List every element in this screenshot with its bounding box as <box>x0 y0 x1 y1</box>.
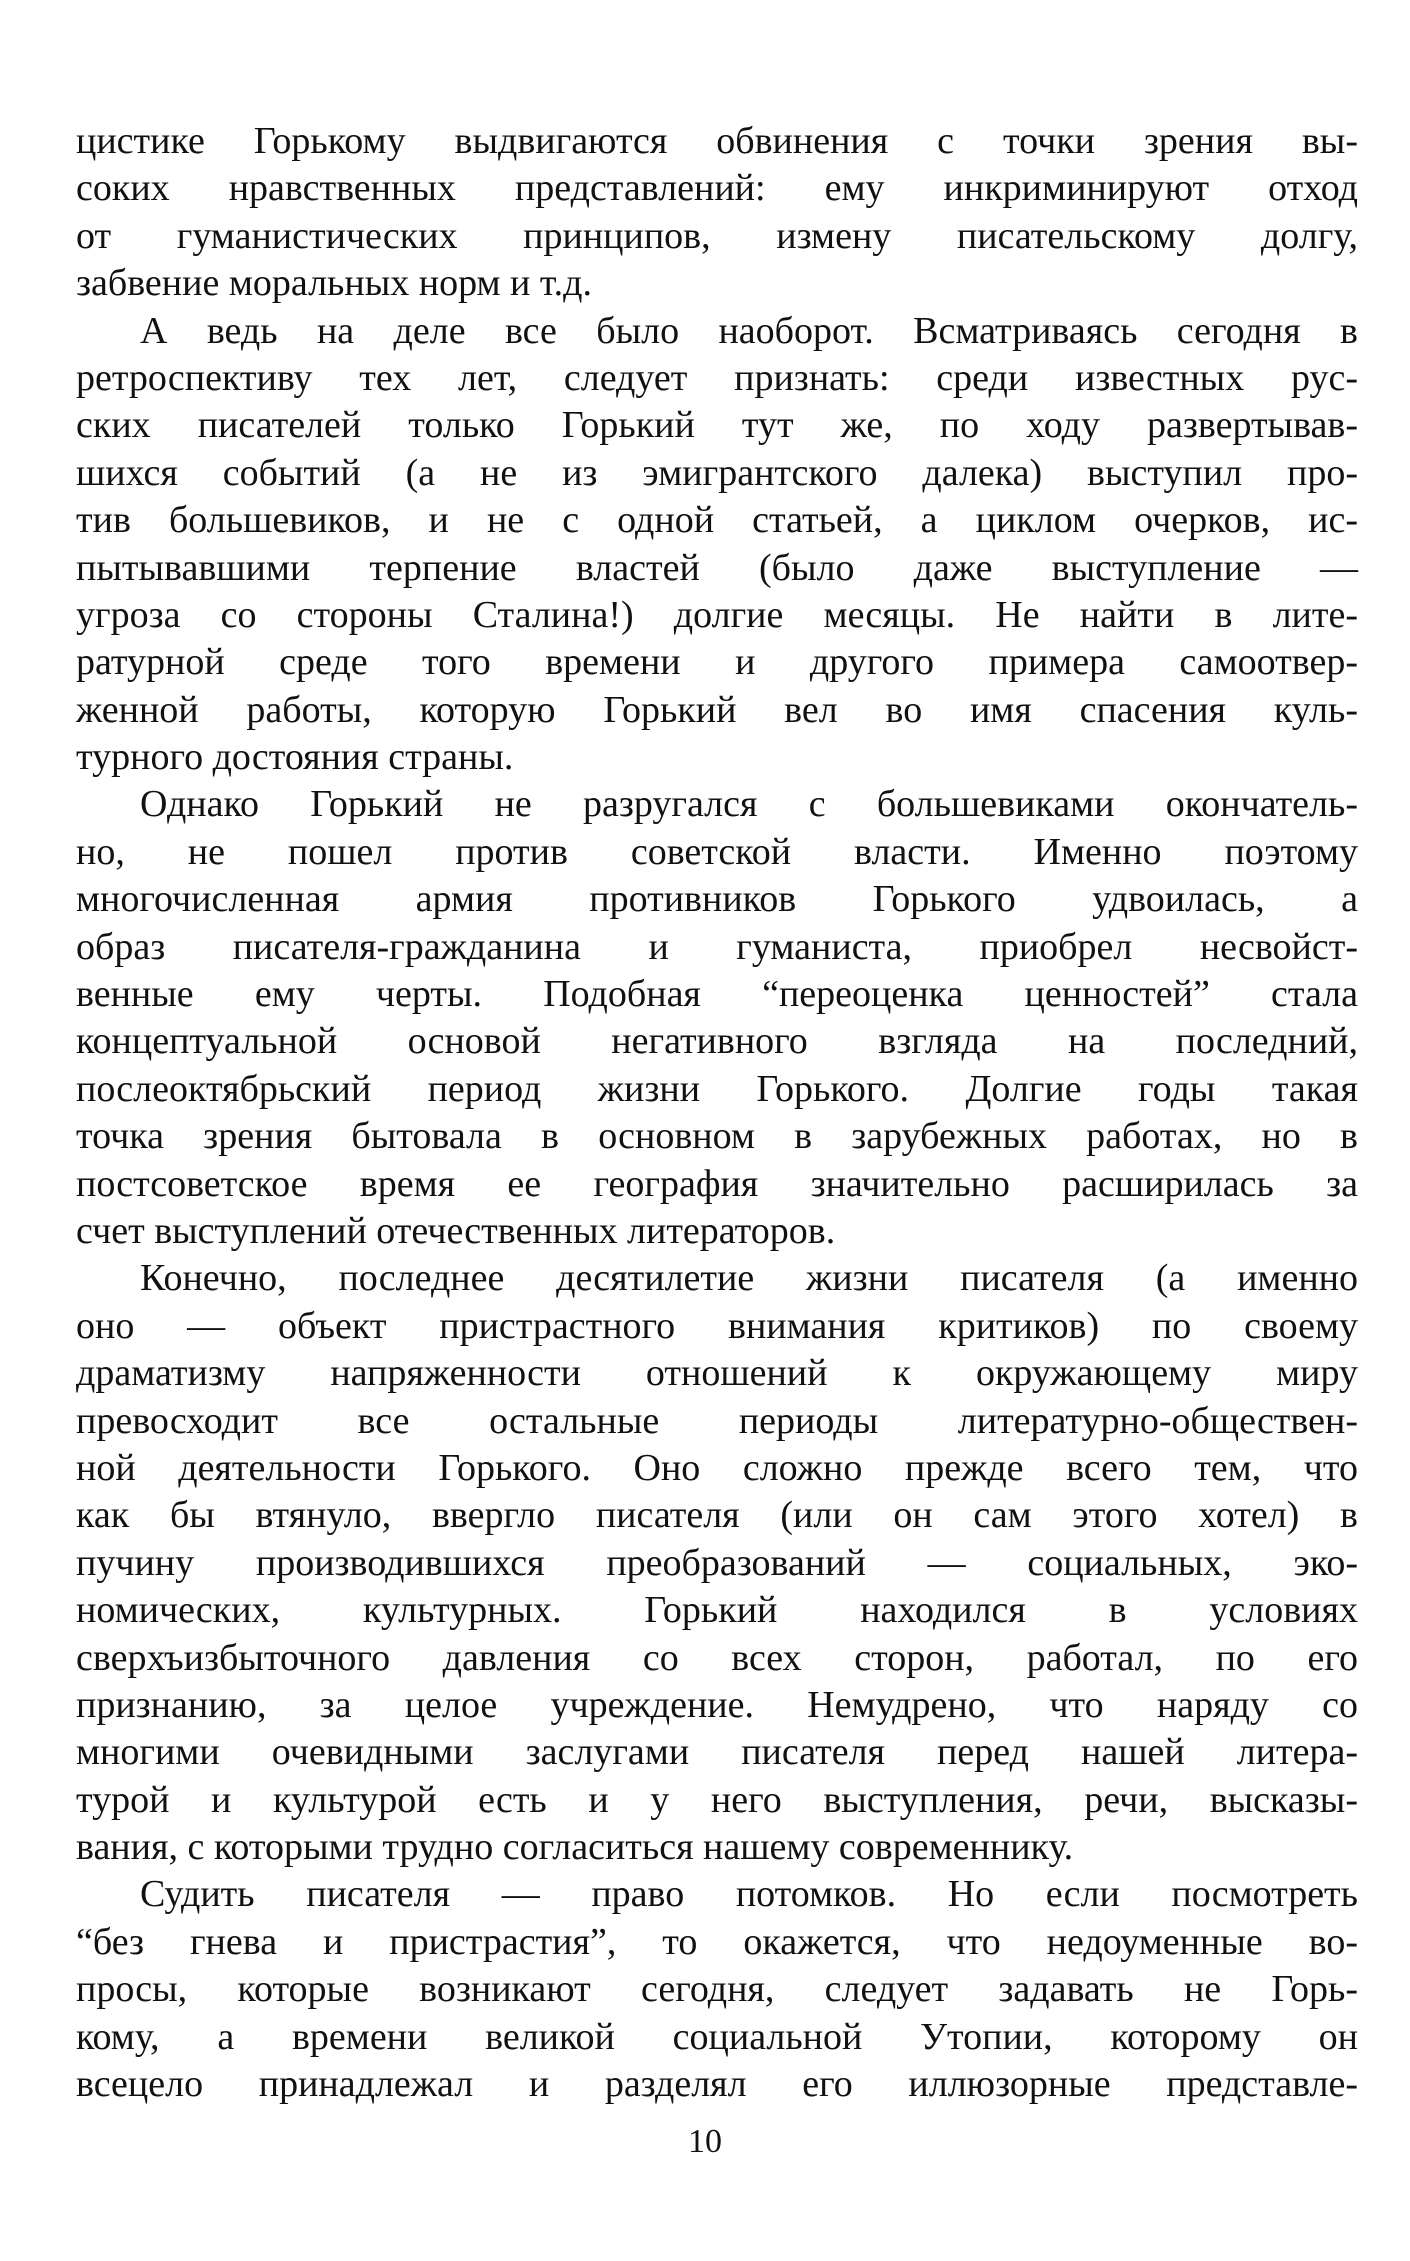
text-line: счет выступлений отечественных литераторов. <box>76 1209 836 1252</box>
text-line: ной деятельности Горького. Оно сложно прежде всего тем, что <box>76 1446 1358 1489</box>
text-line: шихся событий (а не из эмигрантского далека) выступил про- <box>76 451 1358 494</box>
text-line: женной работы, которую Горький вел во имя спасения куль- <box>76 688 1358 731</box>
text-line: многими очевидными заслугами писателя перед нашей литера- <box>76 1731 1358 1774</box>
text-line: всецело принадлежал и разделял его иллюзорные представле- <box>76 2063 1358 2106</box>
text-line: признанию, за целое учреждение. Немудрено, что наряду со <box>76 1683 1358 1726</box>
paragraph-first-line: Конечно, последнее десятилетие жизни писателя (а именно <box>140 1257 1358 1300</box>
text-line: забвение моральных норм и т.д. <box>76 262 592 305</box>
text-line: постсоветское время ее география значительно расширилась за <box>76 1162 1358 1205</box>
text-line: ретроспективу тех лет, следует признать: среди известных рус- <box>76 356 1358 399</box>
text-line: точка зрения бытовала в основном в зарубежных работах, но в <box>76 1115 1358 1158</box>
text-line: кому, а времени великой социальной Утопии, которому он <box>76 2015 1358 2058</box>
paragraph-first-line: Однако Горький не разругался с большевиками окончатель- <box>140 783 1358 826</box>
text-line: тив большевиков, и не с одной статьей, а циклом очерков, ис- <box>76 499 1358 542</box>
text-line: просы, которые возникают сегодня, следует задавать не Горь- <box>76 1968 1358 2011</box>
text-line: “без гнева и пристрастия”, то окажется, что недоуменные во- <box>76 1920 1358 1963</box>
text-line: турного достояния страны. <box>76 736 514 779</box>
text-line: номических, культурных. Горький находился в условиях <box>76 1589 1358 1632</box>
text-line: многочисленная армия противников Горького удвоилась, а <box>76 878 1358 921</box>
paragraph-first-line: А ведь на деле все было наоборот. Всматриваясь сегодня в <box>140 309 1358 352</box>
page-number: 10 <box>688 2123 722 2160</box>
text-line: превосходит все остальные периоды литературно-обществен- <box>76 1399 1358 1442</box>
text-line: но, не пошел против советской власти. Именно поэтому <box>76 830 1358 873</box>
text-line: послеоктябрьский период жизни Горького. Долгие годы такая <box>76 1067 1358 1110</box>
text-line: как бы втянуло, ввергло писателя (или он сам этого хотел) в <box>76 1494 1358 1537</box>
text-line: образ писателя-гражданина и гуманиста, приобрел несвойст- <box>76 925 1358 968</box>
text-line: сверхъизбыточного давления со всех сторон, работал, по его <box>76 1636 1358 1679</box>
text-line: оно — объект пристрастного внимания критиков) по своему <box>76 1304 1358 1347</box>
text-line: концептуальной основой негативного взгляда на последний, <box>76 1020 1358 1063</box>
text-line: вания, с которыми трудно согласиться нашему современнику. <box>76 1826 1074 1869</box>
text-line: драматизму напряженности отношений к окружающему миру <box>76 1352 1358 1395</box>
text-line: ратурной среде того времени и другого примера самоотвер- <box>76 641 1358 684</box>
text-line: пучину производившихся преобразований — социальных, эко- <box>76 1541 1358 1584</box>
paragraph-first-line: Судить писателя — право потомков. Но если посмотреть <box>140 1873 1358 1916</box>
text-line: цистике Горькому выдвигаются обвинения с точки зрения вы- <box>76 120 1358 162</box>
text-line: турой и культурой есть и у него выступления, речи, высказы- <box>76 1778 1358 1821</box>
text-line: угроза со стороны Сталина!) долгие месяцы. Не найти в лите- <box>76 593 1358 636</box>
text-line: соких нравственных представлений: ему инкриминируют отход <box>76 167 1358 210</box>
text-line: пытывавшими терпение властей (было даже выступление — <box>76 546 1358 589</box>
text-line: ских писателей только Горький тут же, по ходу развертывав- <box>76 404 1358 447</box>
text-line: венные ему черты. Подобная “переоценка ценностей” стала <box>76 973 1358 1016</box>
page-body <box>76 118 1358 2108</box>
text-line: от гуманистических принципов, измену писательскому долгу, <box>76 214 1358 257</box>
